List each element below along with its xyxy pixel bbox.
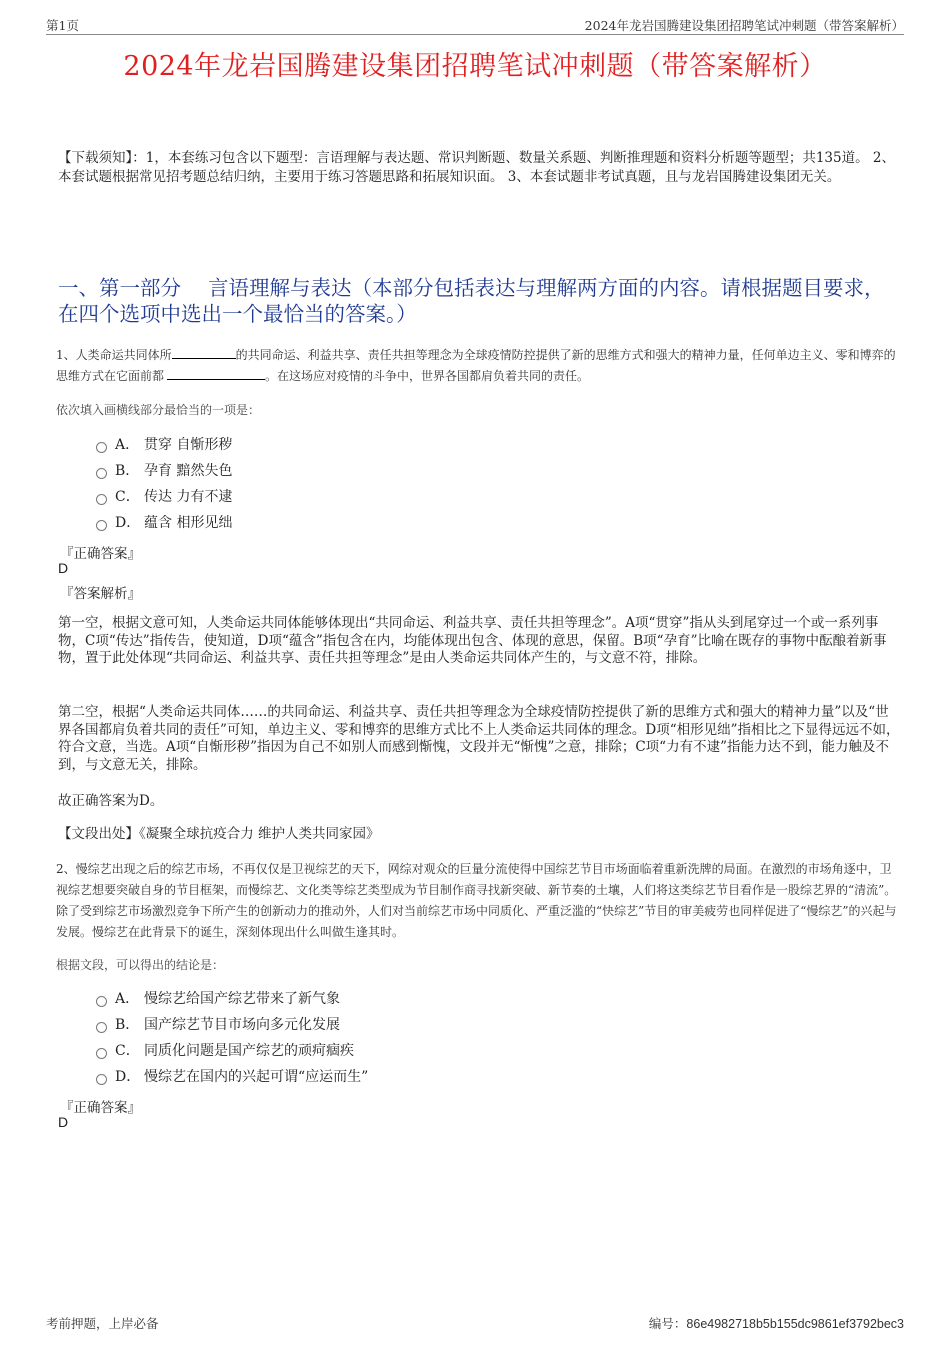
download-notice: 【下载须知】：1，本套练习包含以下题型：言语理解与表达题、常识判断题、数量关系题、判断推理题和资料分析题等题型；共135道。 2、本套试题根据常见招考题总结归纳，主要用于练习答题思路和拓展知识面。 3、本套试题非考试真题，且与龙岩国腾建设集团无关。 xyxy=(58,150,895,185)
option-text: 传达 力有不逮 xyxy=(144,489,233,505)
analysis-conclusion: 故正确答案为D。 xyxy=(58,793,164,809)
radio-circle-icon[interactable] xyxy=(96,442,107,453)
header-doc-title: 2024年龙岩国腾建设集团招聘笔试冲刺题（带答案解析） xyxy=(584,18,904,33)
option-letter: A． xyxy=(115,991,140,1007)
option-letter: C． xyxy=(115,489,140,505)
page-number: 第1页 xyxy=(46,18,79,33)
option-letter: A． xyxy=(115,437,140,453)
radio-circle-icon[interactable] xyxy=(96,520,107,531)
option-letter: D． xyxy=(115,1069,141,1085)
fill-blank-1 xyxy=(172,345,236,359)
question-1-part-b: 的共同命运、利益共享、责任共担等理念为全球疫情防控提供了新的思维方式和强大的精神力量，任何单边主义、零和博弈的思维方式在它面前都 xyxy=(56,348,896,383)
footer-slogan: 考前押题，上岸必备 xyxy=(46,1316,159,1331)
text-source: 【文段出处】《凝聚全球抗疫合力 维护人类共同家园》 xyxy=(58,826,380,842)
option-text: 慢综艺给国产综艺带来了新气象 xyxy=(144,991,340,1007)
answer-label: 『正确答案』 xyxy=(60,546,141,562)
radio-circle-icon[interactable] xyxy=(96,1022,107,1033)
analysis-paragraph-1: 第一空，根据文意可知，人类命运共同体能够体现出“共同命运、利益共享、责任共担等理念”。A项“贯穿”指从头到尾穿过一个或一系列事物，C项“传达”指传告，使知道，D项“蕴含”指包含在内，均能体现出包含、体现的意思，保留。B项“孕育”比喻在既存的事物中酝酿着新事物，置于此处体现“共同命运、利益共享、责任共担等理念”是由人类命运共同体产生的，与文意不符，排除。 xyxy=(58,615,887,666)
question-2-prompt: 根据文段，可以得出的结论是： xyxy=(56,958,225,972)
analysis-paragraph-2: 第二空，根据“人类命运共同体……的共同命运、利益共享、责任共担等理念为全球疫情防控提供了新的思维方式和强大的精神力量”以及“世界各国都肩负着共同的责任”可知，单边主义、零和博弈的思维方式比不上人类命运共同体的理念。D项“相形见绌”指相比之下显得远远不如，符合文意，当选。A项“自惭形秽”指因为自己不如别人而感到惭愧，文段并无“惭愧”之意，排除；C项“力有不逮”指能力达不到，能力触及不到，与文意无关，排除。 xyxy=(58,704,900,773)
radio-circle-icon[interactable] xyxy=(96,1048,107,1059)
question-1-prompt: 依次填入画横线部分最恰当的一项是： xyxy=(56,403,261,417)
answer-label: 『正确答案』 xyxy=(60,1100,141,1116)
question-2-text: 2、慢综艺出现之后的综艺市场，不再仅仅是卫视综艺的天下，网综对观众的巨量分流使得中国综艺节目市场面临着重新洗牌的局面。在激烈的市场角逐中，卫视综艺想要突破自身的节目框架，而慢综艺、文化类等综艺类型成为节目制作商寻找新突破、新节奏的土壤，人们将这类综艺节目看作是一股综艺界的“清流”。除了受到综艺市场激烈竞争下所产生的创新动力的推动外，人们对当前综艺市场中同质化、严重泛滥的“快综艺”节目的审美疲劳也同样促进了“慢综艺”的兴起与发展。慢综艺在此背景下的诞生，深刻体现出什么叫做生逢其时。 xyxy=(56,862,897,939)
radio-circle-icon[interactable] xyxy=(96,1074,107,1085)
radio-circle-icon[interactable] xyxy=(96,494,107,505)
radio-circle-icon[interactable] xyxy=(96,468,107,479)
option-text: 贯穿 自惭形秽 xyxy=(144,437,233,453)
section-heading: 一、第一部分 言语理解与表达（本部分包括表达与理解两方面的内容。请根据题目要求，在四个选项中选出一个最恰当的答案。） xyxy=(58,276,885,326)
option-text: 慢综艺在国内的兴起可谓“应运而生” xyxy=(144,1069,369,1085)
footer-code-value: 86e4982718b5b155dc9861ef3792bec3 xyxy=(686,1317,904,1331)
option-text: 蕴含 相形见绌 xyxy=(144,515,233,531)
question-1-part-c: 。在这场应对疫情的斗争中，世界各国都肩负着共同的责任。 xyxy=(265,369,590,383)
option-letter: B． xyxy=(115,1017,140,1033)
option-letter: B． xyxy=(115,463,140,479)
option-text: 国产综艺节目市场向多元化发展 xyxy=(144,1017,340,1033)
fill-blank-2 xyxy=(167,366,265,380)
question-1-text xyxy=(56,345,902,387)
option-letter: C． xyxy=(115,1043,140,1059)
radio-circle-icon[interactable] xyxy=(96,996,107,1007)
footer-code-label: 编号： xyxy=(648,1316,687,1331)
page-header xyxy=(46,14,904,35)
footer-code xyxy=(649,1314,904,1332)
option-text: 孕育 黯然失色 xyxy=(144,463,233,479)
question-1-part-a: 1、人类命运共同体所 xyxy=(56,348,172,362)
document-title: 2024年龙岩国腾建设集团招聘笔试冲刺题（带答案解析） xyxy=(123,51,827,82)
option-letter: D． xyxy=(115,515,141,531)
answer-value: D xyxy=(58,1114,69,1130)
answer-value: D xyxy=(58,560,69,576)
option-text: 同质化问题是国产综艺的顽疴痼疾 xyxy=(144,1043,354,1059)
analysis-label: 『答案解析』 xyxy=(60,586,141,602)
